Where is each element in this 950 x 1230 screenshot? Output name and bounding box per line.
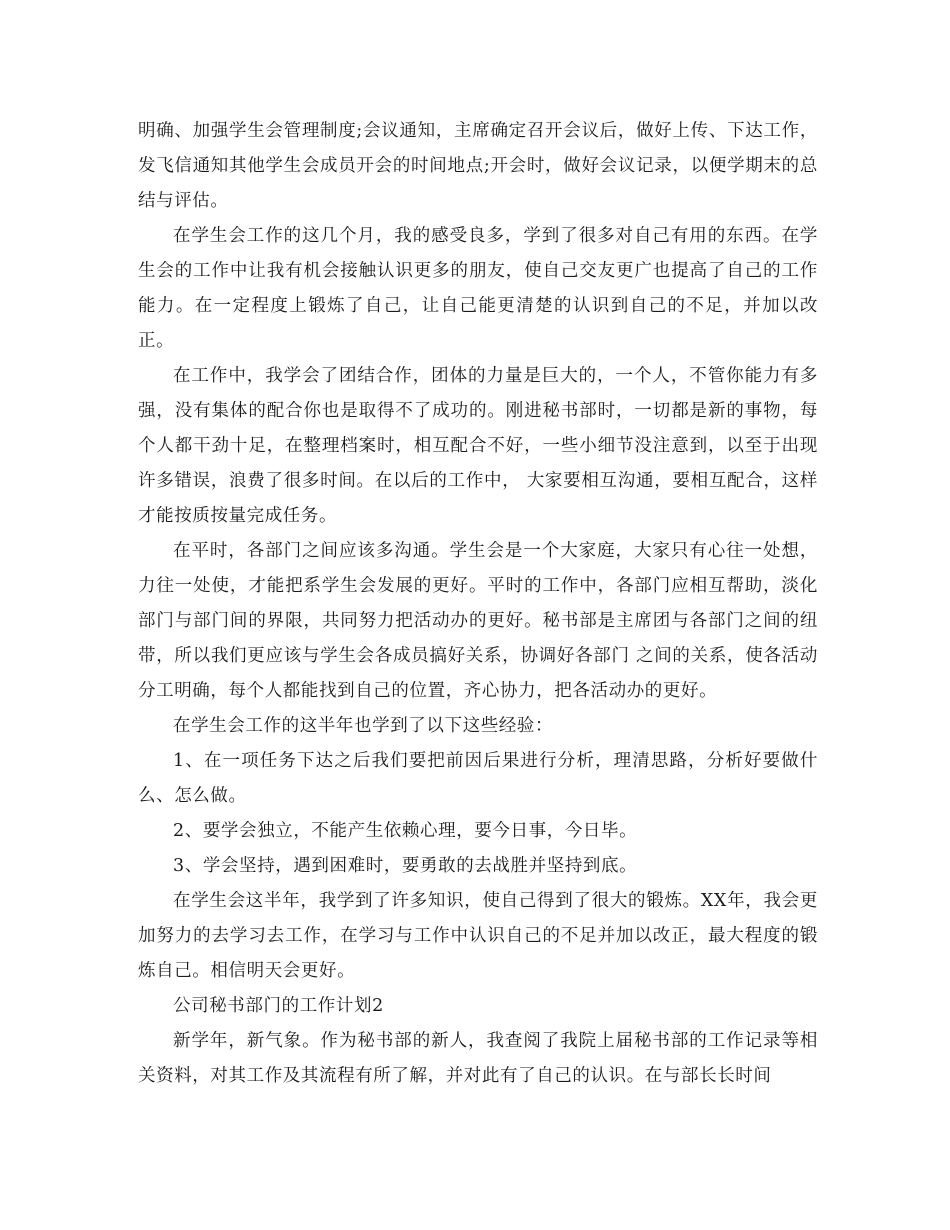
paragraph-months-experience: 在学生会工作的这几个月，我的感受良多，学到了很多对自己有用的东西。在学生会的工作中让我有机会接触认识更多的朋友，使自己交友更广也提高了自己的工作能力。在一定程度上锻炼了自己，让自己能更清楚的认识到自己的不足，并加以改正。	[138, 226, 818, 351]
paragraph-meeting-notice: 明确、加强学生会管理制度;会议通知，主席确定召开会议后，做好上传、下达工作，发飞信通知其他学生会成员开会的时间地点;开会时，做好会议记录，以便学期末的总结与评估。	[138, 121, 818, 211]
paragraph-communication: 在平时，各部门之间应该多沟通。学生会是一个大家庭，大家只有心往一处想，力往一处使，才能把系学生会发展的更好。平时的工作中，各部门应相互帮助，淡化部门与部门间的界限，共同努力把活动办的更好。秘书部是主席团与各部门之间的纽带，所以我们更应该与学生会各成员搞好关系，协调好各部门 之间的关系，使各活动分工明确，每个人都能找到自己的位置，齐心协力，把各活动办的更好。	[138, 541, 818, 701]
section-heading-plan-2: 公司秘书部门的工作计划2	[173, 996, 384, 1016]
list-item-lesson-2: 2、要学会独立，不能产生依赖心理，要今日事，今日毕。	[173, 821, 638, 841]
paragraph-conclusion: 在学生会这半年，我学到了许多知识，使自己得到了很大的锻炼。XX年，我会更加努力的去学习去工作，在学习与工作中认识自己的不足并加以改正，最大程度的锻炼自己。相信明天会更好。	[138, 891, 818, 981]
list-item-lesson-1: 1、在一项任务下达之后我们要把前因后果进行分析，理清思路，分析好要做什么、怎么做。	[138, 751, 818, 806]
paragraph-lessons-intro: 在学生会工作的这半年也学到了以下这些经验：	[173, 716, 554, 736]
list-item-lesson-3: 3、学会坚持，遇到困难时，要勇敢的去战胜并坚持到底。	[173, 856, 638, 876]
paragraph-teamwork: 在工作中，我学会了团结合作，团体的力量是巨大的，一个人，不管你能力有多强，没有集体的配合你也是取得不了成功的。刚进秘书部时，一切都是新的事物，每个人都干劲十足，在整理档案时，相互配合不好，一些小细节没注意到，以至于出现许多错误，浪费了很多时间。在以后的工作中， 大家要相互沟通，要相互配合，这样才能按质按量完成任务。	[138, 366, 818, 526]
document-body	[138, 114, 818, 1094]
paragraph-new-term: 新学年，新气象。作为秘书部的新人，我查阅了我院上届秘书部的工作记录等相关资料，对其工作及其流程有所了解，并对此有了自己的认识。在与部长长时间	[138, 1031, 818, 1086]
